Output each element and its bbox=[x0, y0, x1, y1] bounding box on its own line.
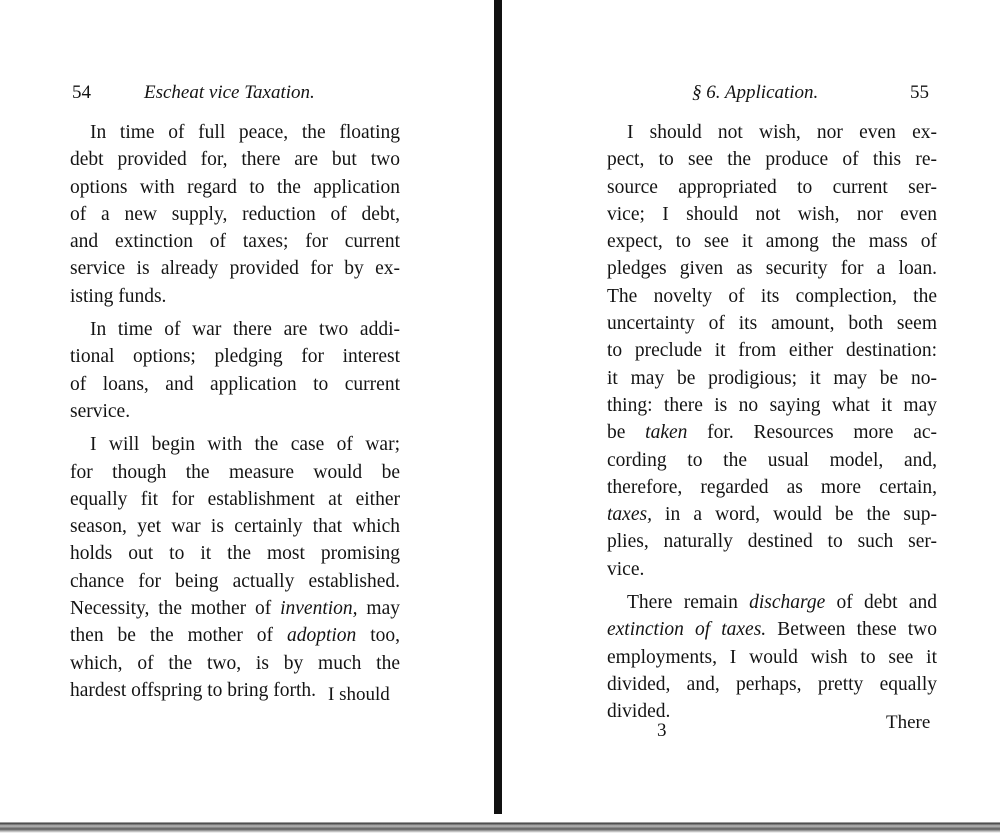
text-line: vice; I should not wish, nor even bbox=[607, 203, 937, 225]
text-line: pledges given as security for a loan. bbox=[607, 258, 937, 280]
text-line: for though the measure would be bbox=[70, 461, 400, 483]
text-line: and extinction of taxes; for current bbox=[70, 231, 400, 253]
page-number: 54 bbox=[72, 82, 91, 103]
text-line: employments, I would wish to see it bbox=[607, 646, 937, 668]
text-line: uncertainty of its amount, both seem bbox=[607, 313, 937, 335]
left-page bbox=[0, 0, 494, 810]
paragraph bbox=[607, 589, 937, 725]
text-line: of a new supply, reduction of debt, bbox=[70, 203, 400, 225]
text-line: In time of full peace, the floating bbox=[90, 122, 400, 143]
text-line: isting funds. bbox=[70, 285, 167, 307]
signature-mark: 3 bbox=[657, 720, 667, 741]
text-line: I should not wish, nor even ex- bbox=[627, 122, 937, 143]
text-line: debt provided for, there are but two bbox=[70, 149, 400, 171]
text-line: holds out to it the most promising bbox=[70, 543, 400, 565]
page-number: 55 bbox=[910, 82, 929, 103]
text-line: divided. bbox=[607, 701, 671, 723]
paragraph bbox=[70, 316, 400, 425]
text-line: There remain discharge of debt and bbox=[627, 592, 937, 614]
text-line: extinction of taxes. Between these two bbox=[607, 619, 937, 641]
text-line: vice. bbox=[607, 558, 645, 580]
text-line: The novelty of its complection, the bbox=[607, 285, 937, 307]
left-page-body bbox=[70, 119, 400, 710]
catchword: There bbox=[886, 712, 931, 733]
text-line: Necessity, the mother of invention, may bbox=[70, 598, 400, 620]
text-line: source appropriated to current ser- bbox=[607, 176, 937, 198]
text-line: expect, to see it among the mass of bbox=[607, 231, 937, 253]
text-line: season, yet war is certainly that which bbox=[70, 516, 400, 538]
text-line: options with regard to the application bbox=[70, 176, 400, 198]
gutter bbox=[494, 0, 502, 820]
text-line: which, of the two, is by much the bbox=[70, 652, 400, 674]
right-page bbox=[502, 0, 1000, 810]
text-line: to preclude it from either destination: bbox=[607, 340, 937, 362]
text-line: I will begin with the case of war; bbox=[90, 434, 400, 456]
text-line: tional options; pledging for interest bbox=[70, 346, 400, 368]
text-line: cording to the usual model, and, bbox=[607, 449, 937, 471]
text-line: plies, naturally destined to such ser- bbox=[607, 531, 937, 553]
paragraph bbox=[70, 431, 400, 704]
catchword: I should bbox=[328, 684, 390, 705]
text-line: service is already provided for by ex- bbox=[70, 258, 400, 280]
text-line: equally fit for establishment at either bbox=[70, 488, 400, 510]
text-line: therefore, regarded as more certain, bbox=[607, 476, 937, 498]
text-line: then be the mother of adoption too, bbox=[70, 625, 401, 647]
text-line: chance for being actually established. bbox=[70, 570, 400, 592]
text-line: divided, and, perhaps, pretty equally bbox=[607, 673, 937, 695]
text-line: hardest offspring to bring forth. bbox=[70, 679, 317, 701]
paragraph bbox=[607, 119, 937, 583]
text-line: pect, to see the produce of this re- bbox=[607, 149, 937, 171]
text-line: taxes, in a word, would be the sup- bbox=[607, 504, 937, 526]
paragraph bbox=[70, 119, 400, 310]
page-bottom-edge bbox=[0, 814, 1000, 839]
running-title: § 6. Application. bbox=[692, 82, 819, 103]
text-line: of loans, and application to current bbox=[70, 373, 400, 395]
text-line: service. bbox=[70, 400, 131, 422]
right-page-body bbox=[607, 119, 937, 732]
text-line: it may be prodigious; it may be no- bbox=[607, 367, 937, 389]
text-line: be taken for. Resources more ac- bbox=[607, 422, 937, 444]
running-title: Escheat vice Taxation. bbox=[144, 82, 315, 103]
text-line: thing: there is no saying what it may bbox=[607, 394, 937, 416]
text-line: In time of war there are two addi- bbox=[90, 319, 400, 341]
